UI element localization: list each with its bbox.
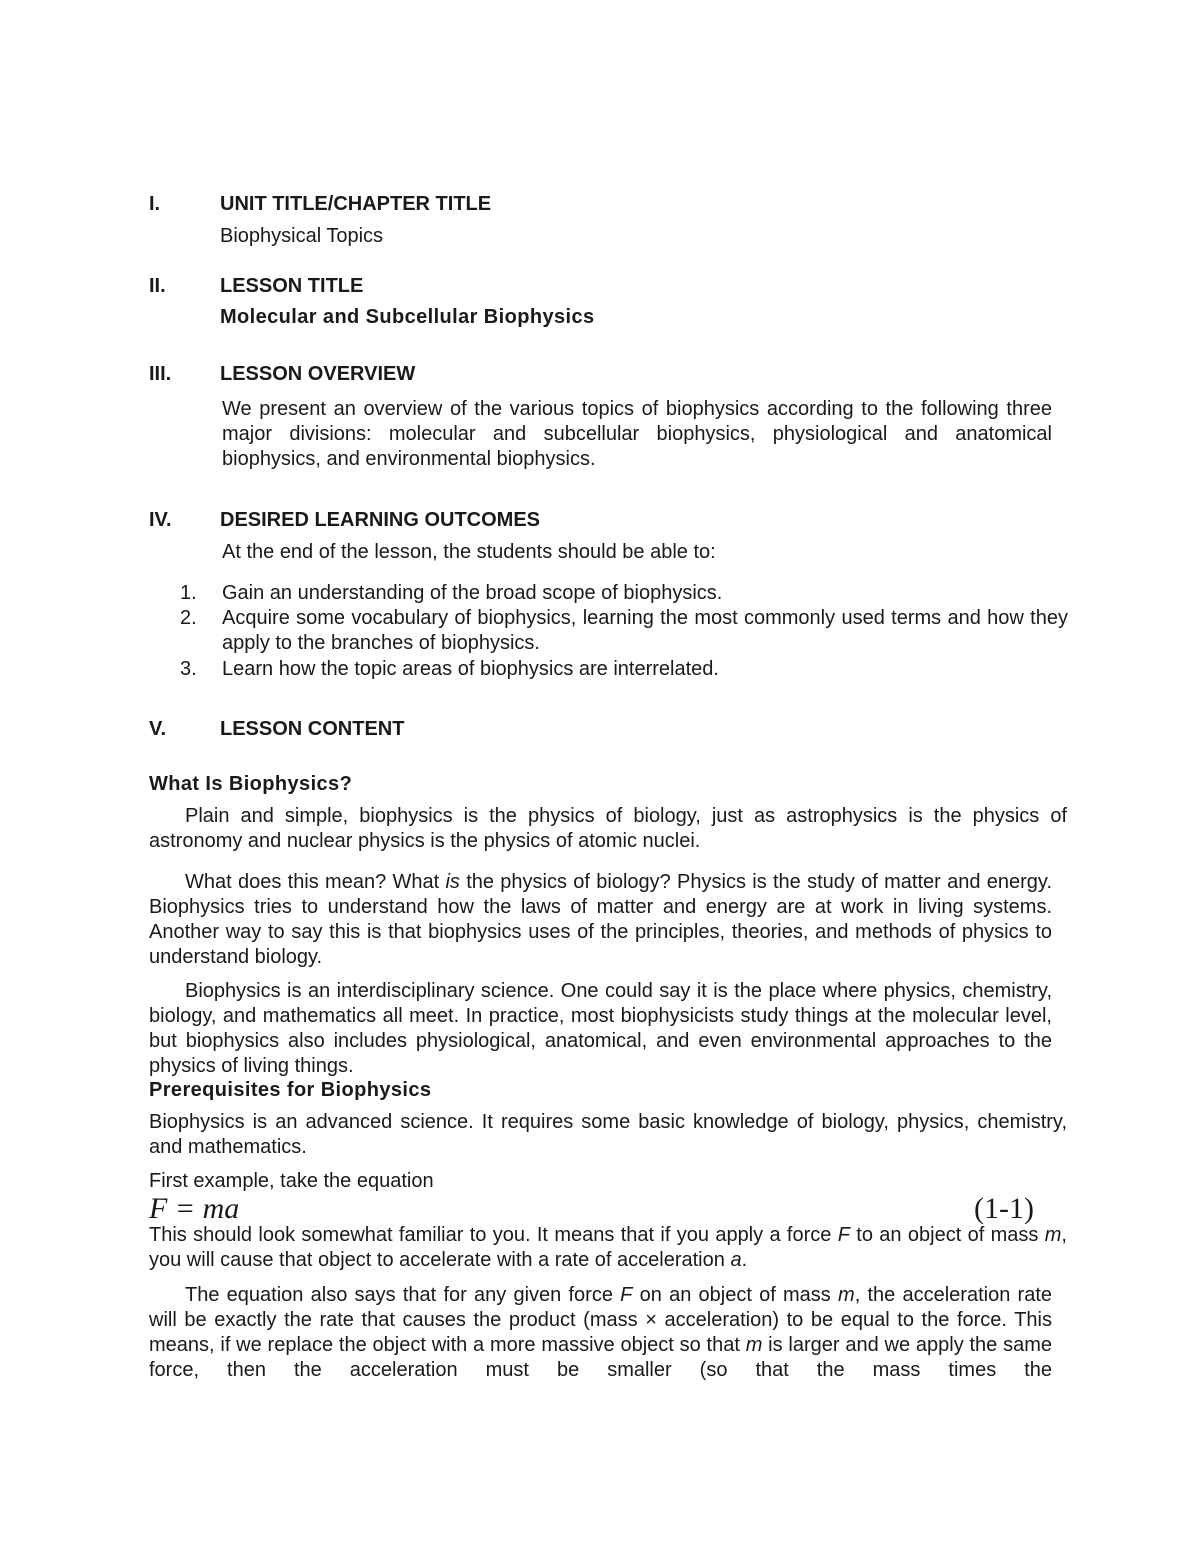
list-text: Gain an understanding of the broad scope of biophysics. bbox=[222, 582, 723, 604]
section-heading: LESSON OVERVIEW bbox=[220, 363, 416, 385]
unit-title: Biophysical Topics bbox=[220, 225, 384, 247]
lesson-title: Molecular and Subcellular Biophysics bbox=[220, 306, 595, 328]
equation-number: (1-1) bbox=[974, 1192, 1034, 1225]
section-number: I. bbox=[149, 193, 161, 215]
section-number: II. bbox=[149, 275, 166, 297]
subsection-heading: Prerequisites for Biophysics bbox=[149, 1079, 432, 1101]
list-text: Learn how the topic areas of biophysics are interrelated. bbox=[222, 658, 719, 680]
section-heading: DESIRED LEARNING OUTCOMES bbox=[220, 509, 541, 531]
body-paragraph: First example, take the equation bbox=[149, 1170, 434, 1192]
equation: F = ma bbox=[149, 1192, 240, 1225]
outcomes-intro: At the end of the lesson, the students should be able to: bbox=[222, 541, 716, 563]
body-paragraph: What does this mean? What is the physics of biology? Physics is the study of matter and energy. Biophysics tries to understand how the laws of matter and energy are at work in living systems. Another way to say this is that biophysics uses of the principles, theories, and methods of physics to understand biology. bbox=[149, 871, 1052, 968]
subsection-heading: What Is Biophysics? bbox=[149, 773, 353, 795]
section-number: III. bbox=[149, 363, 172, 385]
list-number: 1. bbox=[180, 582, 197, 604]
list-text: Acquire some vocabulary of biophysics, learning the most commonly used terms and how they apply to the branches of biophysics. bbox=[222, 607, 1068, 654]
list-number: 2. bbox=[180, 607, 197, 629]
section-heading: LESSON CONTENT bbox=[220, 718, 405, 740]
section-heading: LESSON TITLE bbox=[220, 275, 364, 297]
section-number: V. bbox=[149, 718, 167, 740]
body-paragraph: The equation also says that for any given force F on an object of mass m, the acceleration rate will be exactly the rate that causes the product (mass × acceleration) to be equal to the force. This means, if we replace the object with a more massive object so that m is larger and we apply the same force, then the acceleration must be smaller (so that the mass times the bbox=[149, 1284, 1052, 1381]
body-paragraph: Biophysics is an advanced science. It requires some basic knowledge of biology, physics, chemistry, and mathematics. bbox=[149, 1111, 1067, 1158]
section-number: IV. bbox=[149, 509, 172, 531]
overview-paragraph: We present an overview of the various topics of biophysics according to the following three major divisions: molecular and subcellular biophysics, physiological and anatomical biophysics, and environmental biophysics. bbox=[222, 398, 1052, 470]
section-heading: UNIT TITLE/CHAPTER TITLE bbox=[220, 193, 492, 215]
body-paragraph: Biophysics is an interdisciplinary science. One could say it is the place where physics, chemistry, biology, and mathematics all meet. In practice, most biophysicists study things at the molecular level, but biophysics also includes physiological, anatomical, and even environmental approaches to the physics of living things. bbox=[149, 980, 1052, 1077]
body-paragraph: This should look somewhat familiar to you. It means that if you apply a force F to an object of mass m, you will cause that object to accelerate with a rate of acceleration a. bbox=[149, 1224, 1067, 1271]
body-paragraph: Plain and simple, biophysics is the physics of biology, just as astrophysics is the physics of astronomy and nuclear physics is the physics of atomic nuclei. bbox=[149, 805, 1067, 852]
list-number: 3. bbox=[180, 658, 197, 680]
